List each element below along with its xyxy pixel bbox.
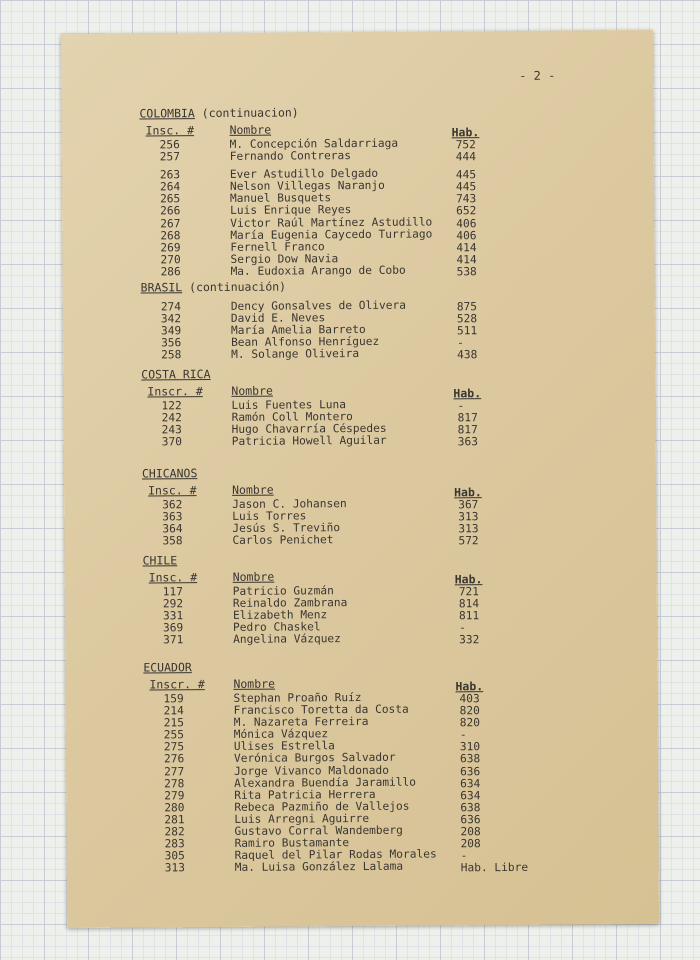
participant-name: Gustavo Corral Wandemberg xyxy=(234,823,403,838)
registration-number: 362 xyxy=(162,498,183,512)
section-ecuador xyxy=(143,657,564,875)
header-insc: Insc. # xyxy=(148,570,198,585)
table-row xyxy=(143,632,563,647)
registration-number: 370 xyxy=(161,435,183,449)
registration-number: 279 xyxy=(164,788,185,803)
room-number: 445 xyxy=(455,168,477,182)
registration-number: 363 xyxy=(162,510,183,524)
room-number: 406 xyxy=(456,216,477,230)
room-number: 208 xyxy=(460,825,481,839)
participant-name: Ma. Luisa González Lalama xyxy=(234,860,404,875)
room-number: 403 xyxy=(459,692,480,706)
registration-number: 283 xyxy=(164,837,185,851)
registration-number: 263 xyxy=(159,168,181,182)
room-number: 636 xyxy=(460,813,481,827)
registration-number: 265 xyxy=(159,192,181,206)
registrant-list xyxy=(61,30,653,875)
participant-name: Raquel del Pilar Rodas Morales xyxy=(234,847,437,863)
registration-number: 331 xyxy=(162,609,184,623)
header-hab: Hab. xyxy=(453,386,482,401)
room-number: 634 xyxy=(460,788,481,803)
participant-name: Patricia Howell Aguilar xyxy=(231,434,387,449)
participant-name: Stephan Proaño Ruíz xyxy=(233,690,362,705)
room-number: - xyxy=(457,336,464,350)
header-hab: Hab. xyxy=(454,485,482,500)
room-number: 572 xyxy=(458,534,479,548)
registration-number: 243 xyxy=(161,423,182,437)
room-number: 817 xyxy=(457,423,478,437)
participant-name: Reinaldo Zambrana xyxy=(232,596,348,610)
room-number: - xyxy=(459,728,467,742)
room-number: 820 xyxy=(459,716,480,730)
room-number: Hab. Libre xyxy=(460,861,529,875)
header-nombre: Nombre xyxy=(233,676,276,691)
page-number: - 2 - xyxy=(519,68,556,83)
table-row xyxy=(142,434,562,449)
participant-name: Rita Patricia Herrera xyxy=(234,787,376,802)
participant-name: Fernell Franco xyxy=(230,239,325,254)
registration-number: 214 xyxy=(163,704,184,718)
room-number: 313 xyxy=(458,522,479,536)
registration-number: 257 xyxy=(159,150,181,164)
participant-name: Nelson Villegas Naranjo xyxy=(229,179,385,194)
section-costa-rica xyxy=(141,364,562,449)
room-number: 208 xyxy=(460,837,481,851)
participant-name: María Amelia Barreto xyxy=(230,323,366,338)
room-number: 414 xyxy=(456,240,477,255)
header-hab: Hab. xyxy=(455,679,484,694)
participant-name: Ma. Eudoxia Arango de Cobo xyxy=(230,263,406,278)
participant-name: Angelina Vázquez xyxy=(233,632,341,647)
registration-number: 286 xyxy=(160,265,181,279)
room-number: - xyxy=(458,621,466,635)
section-chile xyxy=(143,550,564,647)
registration-number: 159 xyxy=(163,692,184,706)
room-number: 634 xyxy=(460,776,481,790)
participant-name: Ulises Estrella xyxy=(233,739,335,754)
participant-name: Luis Fuentes Luna xyxy=(231,398,347,412)
registration-number: 305 xyxy=(164,849,185,863)
participant-name: Luis Torres xyxy=(232,509,307,523)
participant-name: Jesús S. Treviño xyxy=(232,521,341,536)
registration-number: 313 xyxy=(164,861,185,875)
room-number: 511 xyxy=(456,324,478,338)
room-number: 752 xyxy=(455,138,476,152)
room-number: 332 xyxy=(459,633,480,647)
registration-number: 256 xyxy=(159,138,180,152)
participant-name: Ramón Coll Montero xyxy=(231,410,353,424)
room-number: 414 xyxy=(456,253,477,267)
header-nombre: Nombre xyxy=(229,122,272,137)
header-nombre: Nombre xyxy=(231,383,273,398)
participant-name: M. Nazareta Ferreira xyxy=(233,715,369,730)
participant-name: Carlos Penichet xyxy=(232,533,334,548)
section-suffix: (continuacion) xyxy=(194,105,299,121)
participant-name: David E. Neves xyxy=(230,311,326,325)
header-insc: Insc. # xyxy=(145,123,195,138)
room-number: 363 xyxy=(457,435,479,449)
registration-number: 117 xyxy=(162,585,184,599)
room-number: 811 xyxy=(458,609,480,623)
header-insc: Insc. # xyxy=(148,483,197,498)
registration-number: 276 xyxy=(163,752,185,766)
participant-name: Fernando Contreras xyxy=(229,149,352,163)
participant-name: Sergio Dow Navia xyxy=(230,251,339,266)
participant-name: Jorge Vivanco Maldonado xyxy=(233,763,389,778)
registration-number: 358 xyxy=(162,534,183,548)
registration-number: 292 xyxy=(162,597,184,611)
participant-name: Patricio Guzmán xyxy=(232,584,334,598)
table-row xyxy=(145,860,565,875)
country-name: COLOMBIA xyxy=(139,106,195,121)
room-number: 313 xyxy=(458,510,479,524)
participant-name: Jason C. Johansen xyxy=(232,497,347,511)
participant-name: Luis Arregni Aguirre xyxy=(234,811,370,826)
registration-number: 274 xyxy=(160,300,182,314)
table-row xyxy=(142,533,562,548)
room-number: 445 xyxy=(455,180,477,194)
header-hab: Hab. xyxy=(454,572,483,587)
registration-number: 270 xyxy=(160,253,181,267)
registration-number: 269 xyxy=(160,240,181,255)
room-number: 310 xyxy=(459,740,481,754)
registration-number: 369 xyxy=(162,621,184,635)
participant-name: Pedro Chaskel xyxy=(232,620,321,635)
section-brasil xyxy=(141,277,562,362)
country-name: CHICANOS xyxy=(141,466,198,481)
room-number: - xyxy=(460,849,468,863)
header-nombre: Nombre xyxy=(232,569,275,584)
participant-name: Verónica Burgos Salvador xyxy=(233,751,396,766)
room-number: 636 xyxy=(459,764,481,778)
registration-number: 278 xyxy=(164,776,185,791)
room-number: - xyxy=(457,399,465,413)
section-chicanos xyxy=(142,463,563,548)
room-number: 444 xyxy=(455,150,477,164)
participant-name: María Eugenia Caycedo Turriago xyxy=(230,227,433,242)
table-row xyxy=(141,347,561,362)
participant-name: M. Solange Oliveira xyxy=(231,347,360,362)
registration-number: 215 xyxy=(163,716,184,730)
registration-number: 342 xyxy=(160,312,182,326)
room-number: 367 xyxy=(458,498,479,512)
room-number: 721 xyxy=(458,585,480,599)
participant-name: Ever Astudillo Delgado xyxy=(229,167,379,182)
participant-name: Victor Raúl Martínez Astudillo xyxy=(230,215,433,230)
section-suffix: (continuación) xyxy=(182,279,287,295)
registration-number: 268 xyxy=(160,228,181,243)
room-number: 814 xyxy=(458,597,480,611)
registration-number: 280 xyxy=(164,801,185,815)
participant-name: Luis Enrique Reyes xyxy=(230,203,352,218)
registration-number: 258 xyxy=(161,348,182,362)
participant-name: Alexandra Buendía Jaramillo xyxy=(234,775,417,790)
header-hab: Hab. xyxy=(451,125,480,140)
participant-name: Francisco Toretta da Costa xyxy=(233,702,409,717)
header-nombre: Nombre xyxy=(232,482,274,497)
registration-number: 356 xyxy=(161,336,182,350)
registration-number: 282 xyxy=(164,825,185,839)
participant-name: Ramiro Bustamante xyxy=(234,836,350,851)
room-number: 406 xyxy=(456,228,477,242)
participant-name: Manuel Busquets xyxy=(229,191,332,206)
country-name: ECUADOR xyxy=(143,660,192,675)
participant-name: Mónica Vázquez xyxy=(233,727,329,742)
registration-number: 242 xyxy=(161,411,182,425)
participant-name: M. Concepción Saldarriaga xyxy=(229,136,399,151)
participant-name: Dency Gonsalves de Olivera xyxy=(230,298,406,313)
room-number: 638 xyxy=(460,801,481,815)
room-number: 638 xyxy=(459,752,481,766)
room-number: 528 xyxy=(456,312,478,326)
room-number: 817 xyxy=(457,411,478,425)
registration-number: 267 xyxy=(160,216,181,230)
header-insc: Inscr. # xyxy=(147,384,203,399)
participant-name: Bean Alfonso Henríguez xyxy=(230,335,380,350)
document-page xyxy=(61,30,659,928)
room-number: 743 xyxy=(456,192,477,206)
header-insc: Inscr. # xyxy=(149,677,205,692)
room-number: 438 xyxy=(457,348,478,362)
country-name: CHILE xyxy=(142,553,178,568)
participant-name: Hugo Chavarría Céspedes xyxy=(231,422,387,437)
registration-number: 349 xyxy=(160,324,182,338)
registration-number: 266 xyxy=(160,204,181,218)
registration-number: 281 xyxy=(164,813,185,827)
registration-number: 122 xyxy=(161,399,182,413)
room-number: 652 xyxy=(456,204,477,218)
section-colombia xyxy=(139,103,560,279)
registration-number: 275 xyxy=(163,740,185,754)
room-number: 820 xyxy=(459,704,480,718)
participant-name: Rebeca Pazmiño de Vallejos xyxy=(234,799,410,814)
registration-number: 371 xyxy=(163,633,184,647)
country-name: BRASIL xyxy=(140,280,183,295)
room-number: 875 xyxy=(456,300,478,314)
registration-number: 264 xyxy=(159,180,181,194)
registration-number: 277 xyxy=(163,764,185,778)
registration-number: 255 xyxy=(163,728,185,742)
country-name: COSTA RICA xyxy=(141,367,211,382)
room-number: 538 xyxy=(456,265,477,279)
registration-number: 364 xyxy=(162,522,183,536)
participant-name: Elizabeth Menz xyxy=(232,608,328,623)
